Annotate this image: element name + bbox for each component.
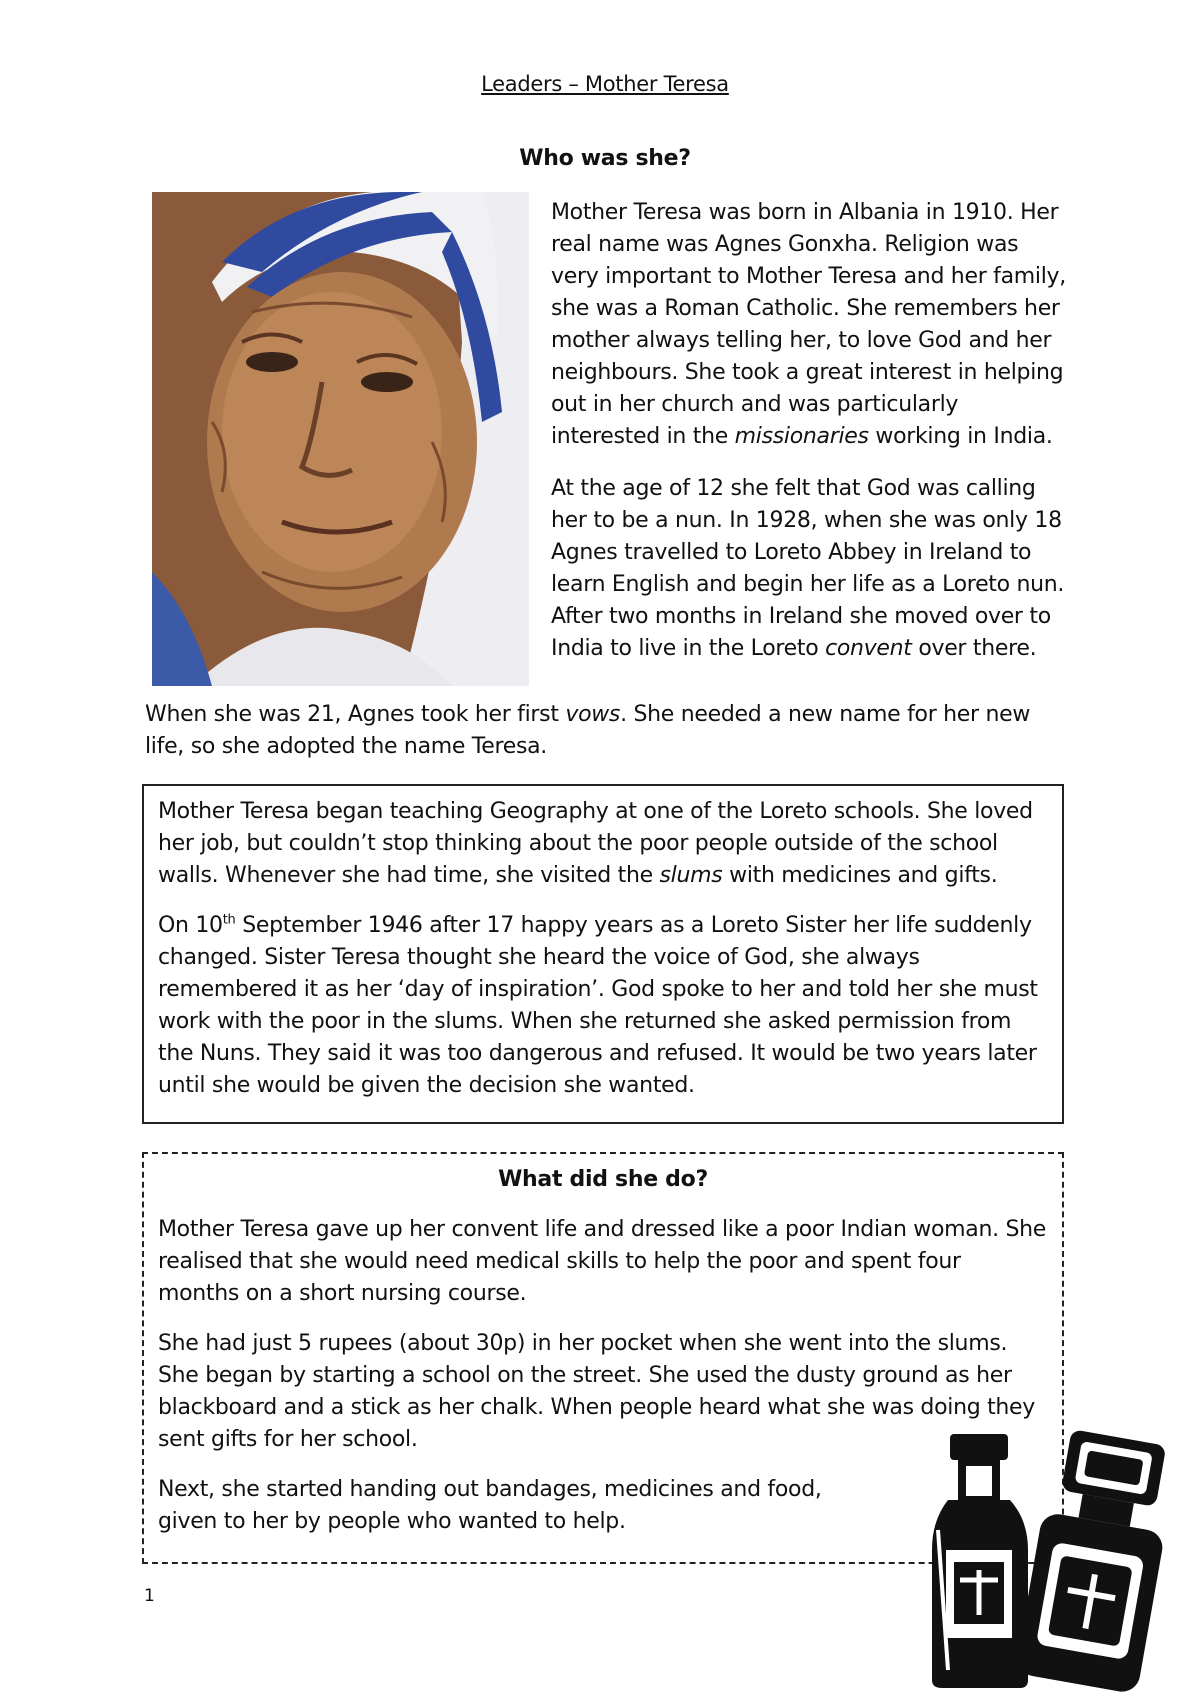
box1-p2-superscript: th bbox=[222, 912, 236, 928]
teaching-box bbox=[142, 784, 1064, 1124]
intro-p1-text: Mother Teresa was born in Albania in 1910. Her real name was Agnes Gonxha. Religion was very important to Mother Teresa and her family, she was a Roman Catholic. She remembers her mother always telling her, to love God and her neighbours. She took a great interest in helping out in her church and was particularly interested in the bbox=[551, 200, 1066, 449]
box1-p1-emphasis: slums bbox=[659, 863, 723, 888]
box1-p2-text-end: September 1946 after 17 happy years as a Loreto Sister her life suddenly changed. Sister Teresa thought she heard the voice of God, she always remembered it as her ‘day of inspiration’. God spoke to her and told her she must work with the poor in the slums. When she returned she asked permission from the Nuns. They said it was too dangerous and refused. It would be two years later until she would be given the decision she wanted. bbox=[158, 913, 1038, 1098]
box2-p3-line2: given to her by people who wanted to help. bbox=[158, 1509, 626, 1534]
box1-p1-text: Mother Teresa began teaching Geography at one of the Loreto schools. She loved her job, but couldn’t stop thinking about the poor people outside of the school walls. Whenever she had time, she visited the bbox=[158, 799, 1033, 888]
medicine-bottles-icon bbox=[928, 1430, 1180, 1692]
page-title: Leaders – Mother Teresa bbox=[481, 72, 729, 96]
intro-p2-text-end: over there. bbox=[911, 636, 1037, 661]
what-did-she-do-box bbox=[142, 1152, 1064, 1564]
page-number: 1 bbox=[144, 1586, 155, 1606]
bottle-left-icon bbox=[932, 1434, 1028, 1688]
intro-p2-text: At the age of 12 she felt that God was calling her to be a nun. In 1928, when she was only 18 Agnes travelled to Loreto Abbey in Ireland to learn English and begin her life as a Loreto nun. After two months in Ireland she moved over to India to live in the Loreto bbox=[551, 476, 1065, 661]
box2-paragraph-3 bbox=[158, 1474, 1048, 1538]
box1-p2-text: On 10 bbox=[158, 913, 223, 938]
box2-paragraph-1: Mother Teresa gave up her convent life and dressed like a poor Indian woman. She realised that she would need medical skills to help the poor and spent four months on a short nursing course. bbox=[158, 1217, 1047, 1306]
intro-paragraph-2 bbox=[551, 473, 1071, 665]
intro-p2-emphasis: convent bbox=[825, 636, 912, 661]
intro-p3-emphasis: vows bbox=[565, 702, 621, 727]
section-heading-who: Who was she? bbox=[519, 146, 691, 171]
mother-teresa-photo bbox=[152, 192, 529, 686]
intro-continuation bbox=[145, 699, 1075, 763]
section-heading-what: What did she do? bbox=[498, 1167, 708, 1192]
intro-p1-text-end: working in India. bbox=[868, 424, 1053, 449]
box2-p3-line1: Next, she started handing out bandages, medicines and food, bbox=[158, 1477, 822, 1502]
portrait-illustration bbox=[152, 192, 529, 686]
intro-p1-emphasis: missionaries bbox=[734, 424, 869, 449]
box2-paragraph-2: She had just 5 rupees (about 30p) in her pocket when she went into the slums. She began by starting a school on the street. She used the dusty ground as her blackboard and a stick as her chalk. When people heard what she was doing they sent gifts for her school. bbox=[158, 1331, 1035, 1452]
intro-column bbox=[551, 197, 1071, 665]
intro-paragraph-3 bbox=[145, 699, 1075, 763]
intro-p3-text: When she was 21, Agnes took her first bbox=[145, 702, 566, 727]
intro-paragraph-1 bbox=[551, 197, 1071, 453]
bottle-right-icon bbox=[1015, 1430, 1180, 1692]
intro-p3-text-end: . She needed a new name for her new life, so she adopted the name Teresa. bbox=[145, 702, 1031, 759]
box1-paragraph-2 bbox=[158, 910, 1048, 1102]
box1-paragraph-1 bbox=[158, 796, 1048, 892]
box1-p1-text-end: with medicines and gifts. bbox=[722, 863, 998, 888]
